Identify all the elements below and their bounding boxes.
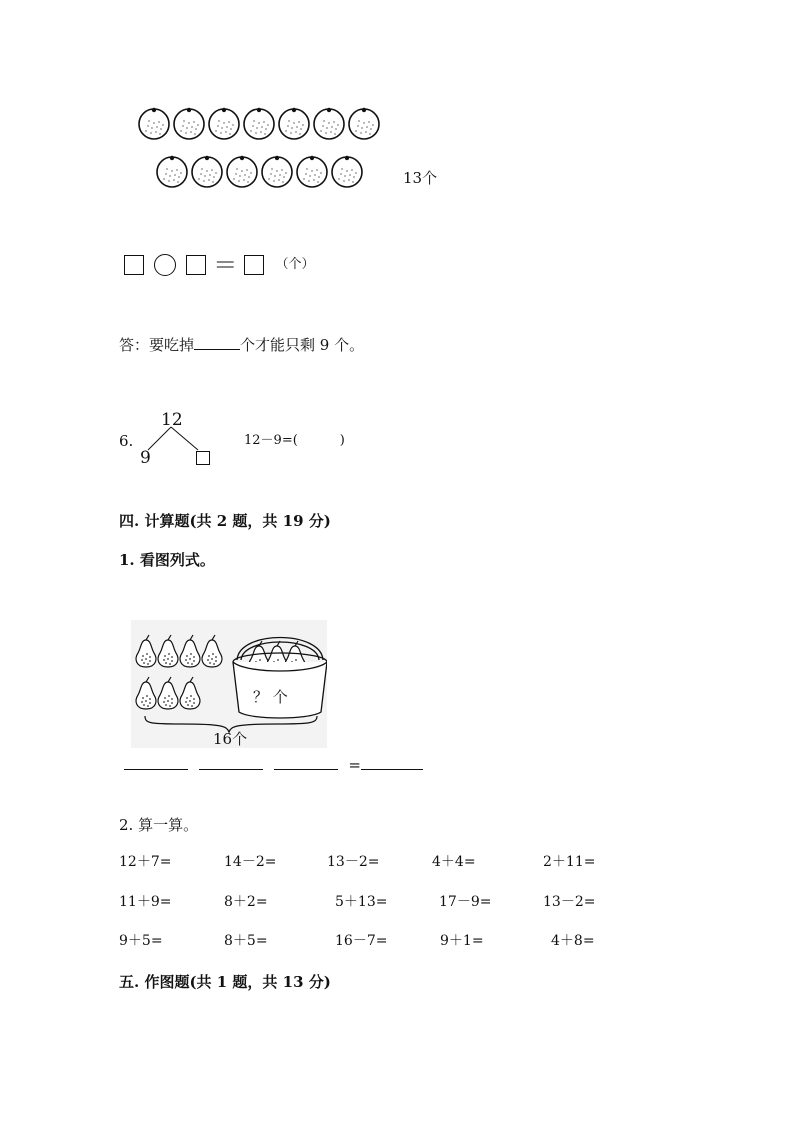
picture-equation [124, 755, 423, 774]
calc-item: 9＋5= [119, 933, 163, 949]
fruit-count-label: 13个 [403, 169, 438, 187]
q6-equation-text: 12－9=( [244, 433, 298, 448]
q6-equation [244, 432, 345, 450]
calc-item: 2＋11= [543, 854, 596, 870]
calc-item: 11＋9= [119, 894, 172, 910]
equation-blank-3[interactable] [274, 755, 338, 770]
pear-basket-picture [131, 620, 327, 748]
calc-item: 13－2= [327, 854, 380, 870]
calc-item: 4＋8= [551, 933, 595, 949]
bond-top-number: 12 [161, 410, 183, 430]
calc-item: 4＋4= [432, 854, 476, 870]
calc-item: 8＋2= [224, 894, 268, 910]
calc-item: 17－9= [439, 894, 492, 910]
question-4-2-title: 2. 算一算。 [119, 816, 199, 834]
answer-blank[interactable] [194, 335, 240, 350]
bond-left-number: 9 [140, 448, 151, 468]
pears-top-row [136, 635, 222, 667]
calc-item: 12＋7= [119, 854, 172, 870]
section-4-title: 四. 计算题(共 2 题，共 19 分) [119, 512, 331, 530]
calc-item: 8＋5= [224, 933, 268, 949]
fruit-row-top [139, 108, 379, 139]
answer-box[interactable] [186, 255, 206, 275]
equation-blank-2[interactable] [199, 755, 263, 770]
calc-item: 13－2= [543, 894, 596, 910]
equation-result-blank[interactable] [361, 755, 423, 770]
calc-item: 16－7= [335, 933, 388, 949]
answer-prefix: 答：要吃掉 [119, 336, 195, 354]
unit-label: （个） [275, 257, 315, 272]
answer-suffix: 个才能只剩 9 个。 [240, 336, 365, 354]
bond-answer-box[interactable] [196, 451, 210, 465]
pears-bottom-row [136, 677, 200, 709]
basket-unknown-label: ？ 个 [253, 688, 288, 706]
answer-box[interactable] [124, 255, 144, 275]
section-5-title: 五. 作图题(共 1 题，共 13 分) [119, 973, 331, 991]
equation-blank-1[interactable] [124, 755, 188, 770]
question-number-6: 6. [119, 432, 134, 450]
calc-item: 5＋13= [335, 894, 388, 910]
q6-close-paren: ) [339, 433, 345, 448]
fruit-rows-figure [130, 100, 400, 195]
total-count-label: 16个 [213, 730, 248, 748]
equation-equals: = [348, 756, 361, 774]
calc-item: 14－2= [224, 854, 277, 870]
operator-circle[interactable] [154, 254, 176, 276]
answer-sentence [119, 335, 364, 354]
question-4-1-title: 1. 看图列式。 [119, 551, 215, 569]
equation-template [124, 251, 315, 279]
calc-item: 9＋1= [440, 933, 484, 949]
answer-box[interactable] [244, 255, 264, 275]
equals-sign: ＝ [213, 251, 238, 279]
fruit-row-bottom [157, 156, 362, 187]
